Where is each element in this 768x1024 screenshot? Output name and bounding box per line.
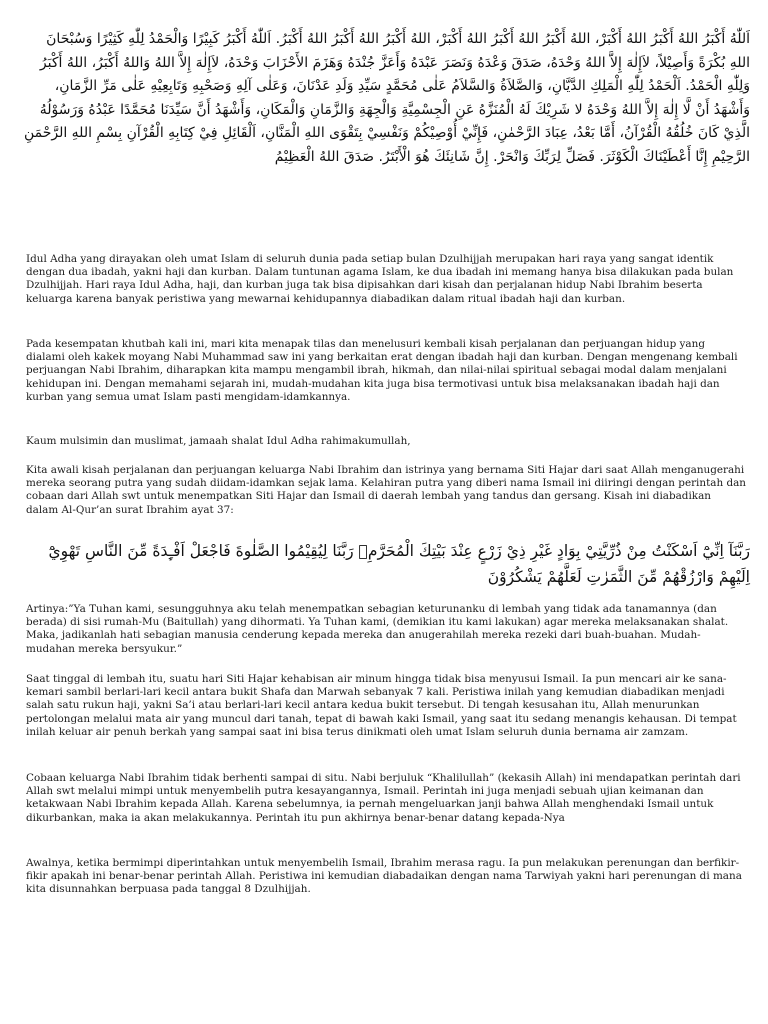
paragraph-zamzam: Saat tinggal di lembah itu, suatu hari Siti Hajar kehabisan air minum hingga tidak bisa menyusui Ismail. Ia pun mencari air ke sana-kemari sambil berlari-lari kecil antara bukit Shafa dan Marwah sebanyak 7 kali. Peristiwa inilah yang kemudian diabadikan menjadi salah satu rukun haji, yakni Sa’i atau berlari-lari kecil antara kedua bukit tersebut. Di tengah kesusahan itu, Allah menurunkan pertolongan melalui mata air yang muncul dari tanah, tepat di bawah kaki Ismail, yang saat itu sedang menangis kehausan. Di tempat inilah keluar air penuh berkah yang sampai saat ini bisa terus dinikmati oleh umat Islam seluruh dunia bernama air zamzam. [26, 673, 737, 738]
paragraph-trial: Cobaan keluarga Nabi Ibrahim tidak berhenti sampai di situ. Nabi berjuluk “Khalilullah” (kekasih Allah) ini mendapatkan perintah dari Allah swt melalui mimpi untuk menyembelih putra kesayangannya, Ismail. Perintah ini juga menjadi sebuah ujian keimanan dan ketakwaan Nabi Ibrahim kepada Allah. Karena sebelumnya, ia pernah mengeluarkan janji bahwa Allah menghendaki Ismail untuk dikurbankan, maka ia akan melakukannya. Perintah itu pun akhirnya benar-benar datang kepada-Nya [26, 772, 741, 824]
paragraph-translation: Artinya:”Ya Tuhan kami, sesungguhnya aku telah menempatkan sebagian keturunanku di lembah yang tidak ada tanamannya (dan berada) di sisi rumah-Mu (Baitullah) yang dihormati. Ya Tuhan kami, (demikian itu kami lakukan) agar mereka melaksanakan shalat. Maka, jadikanlah hati sebagian manusia cenderung kepada mereka dan anugerahilah mereka rezeki dari buah-buahan. Mudah-mudahan mereka bersyukur.” [26, 603, 729, 655]
paragraph-intro: Idul Adha yang dirayakan oleh umat Islam di seluruh dunia pada setiap bulan Dzulhijjah merupakan hari raya yang sangat identik dengan dua ibadah, yakni haji dan kurban. Dalam tuntunan agama Islam, ke dua ibadah ini memang hanya bisa dilakukan pada bulan Dzulhijjah. Hari raya Idul Adha, haji, dan kurban juga tak bisa dipisahkan dari kisah dan perjalanan hidup Nabi Ibrahim beserta keluarga karena banyak peristiwa yang mewarnai kehidupannya diabadikan dalam ritual ibadah haji dan kurban. [26, 253, 734, 305]
arabic-quran-verse: رَبَّنَآ اِنِّيْٓ اَسْكَنْتُ مِنْ ذُرِّيَّتِيْ بِوَادٍ غَيْرِ ذِيْ زَرْعٍ عِنْدَ بَيْتِكَ الْمُحَرَّمِۙ رَبَّنَا لِيُقِيْمُوا الصَّلٰوةَ فَاجْعَلْ اَفْـِٕدَةً مِّنَ النَّاسِ تَهْوِيْٓ اِلَيْهِمْ وَارْزُقْهُمْ مِّنَ الثَّمَرٰتِ لَعَلَّهُمْ يَشْكُرُوْنَ [48, 542, 750, 586]
arabic-opening-takbir: اَللّٰهُ أَكْبَرُ اللهُ أَكْبَرُ اللهُ أَكْبَرْ، اللهُ أَكْبَرُ اللهُ أَكْبَرُ اللهُ أَكْبَرْ، اللهُ أَكْبَرُ اللهُ أَكْبَرُ اللهُ أَكْبَرُ. اَللّٰهُ أَكْبَرُ كَبِيْرًا وَالْحَمْدُ لِلّٰهِ كَثِيْرًا وَسُبْحَانَ اللهِ بُكْرَةً وَأَصِيْلاً، لاَإِلٰهَ إِلاَّ اللهُ وَحْدَهُ، صَدَقَ وَعْدَهُ وَنَصَرَ عَبْدَهُ وَأَعَزَّ جُنْدَهُ وَهَزَمَ الأَحْزَابَ وَحْدَهُ، لاَإِلٰهَ إِلاَّ اللهُ وَاللهُ أَكْبَرُ، اللهُ أَكْبَرُ وَلِلّٰهِ الْحَمْدُ. اَلْحَمْدُ لِلّٰهِ الْمَلِكِ الدَّيَّانِ، وَالصَّلاَةُ وَالسَّلاَمُ عَلٰى مُحَمَّدٍ سَيِّدِ وَلَدِ عَدْنَانَ، وَعَلٰى آلِهِ وَصَحْبِهِ وَتَابِعِيْهِ عَلٰى مَرِّ الزَّمَانِ، وَأَشْهَدُ أَنْ لَّا إِلٰهَ إِلاَّ اللهُ وَحْدَهُ لا شَرِيْكَ لَهُ الْمُنَزَّهُ عَنِ الْجِسْمِيَّةِ وَالْجِهَةِ وَالزَّمَانِ وَالْمَكَانِ، وَأَشْهَدُ أَنَّ سَيِّدَنَا مُحَمَّدًا عَبْدُهُ وَرَسُوْلُهُ الَّذِيْ كَانَ خُلُقُهُ الْقُرْآنُ، أَمَّا بَعْدُ، عِبَادَ الرَّحْمٰنِ، فَإِنِّيْ أُوْصِيْكُمْ وَنَفْسِيْ بِتَقْوَى اللهِ الْمَنَّانِ، اَلْقَائِلِ فِيْ كِتَابِهِ الْقُرْآنِ بِسْمِ اللهِ الرَّحْمَنِ الرَّحِيْمِ إِنَّا أَعْطَيْنَاكَ الْكَوْثَرَ. فَصَلِّ لِرَبِّكَ وَانْحَرْ. إِنَّ شَانِئَكَ هُوَ الْأَبْتَرُ. صَدَقَ اللهُ الْعَظِيْمُ [23, 31, 750, 165]
paragraph-salutation: Kaum mulsimin dan muslimat, jamaah shalat Idul Adha rahimakumullah, [26, 435, 411, 447]
paragraph-khutbah-purpose: Pada kesempatan khutbah kali ini, mari kita menapak tilas dan menelusuri kembali kisah perjalanan dan perjuangan hidup yang dialami oleh kakek moyang Nabi Muhammad saw ini yang berkaitan erat dengan ibadah haji dan kurban. Dengan mengenang kembali perjuangan Nabi Ibrahim, diharapkan kita mampu mengambil ibrah, hikmah, dan nilai-nilai spiritual sebagai modal dalam menjalani kehidupan ini. Dengan memahami sejarah ini, mudah-mudahan kita juga bisa termotivasi untuk bisa melaksanakan ibadah haji dan kurban yang semua umat Islam pasti mengidam-idamkannya. [26, 338, 738, 403]
paragraph-tarwiyah: Awalnya, ketika bermimpi diperintahkan untuk menyembelih Ismail, Ibrahim merasa ragu. Ia pun melakukan perenungan dan berfikir-fikir apakah ini benar-benar perintah Allah. Peristiwa ini kemudian diabadaikan dengan nama Tarwiyah yakni hari perenungan di mana kita disunnahkan berpuasa pada tanggal 8 Dzulhijjah. [26, 857, 742, 896]
paragraph-story-start: Kita awali kisah perjalanan dan perjuangan keluarga Nabi Ibrahim dan istrinya yang bernama Siti Hajar dari saat Allah menganugerahi mereka seorang putra yang sudah diidam-idamkan sejak lama. Kelahiran putra yang diberi nama Ismail ini diiringi dengan perintah dan cobaan dari Allah swt untuk menempatkan Siti Hajar dan Ismail di daerah lembah yang tandus dan gersang. Kisah ini diabadikan dalam Al-Qur’an surat Ibrahim ayat 37: [26, 464, 746, 516]
